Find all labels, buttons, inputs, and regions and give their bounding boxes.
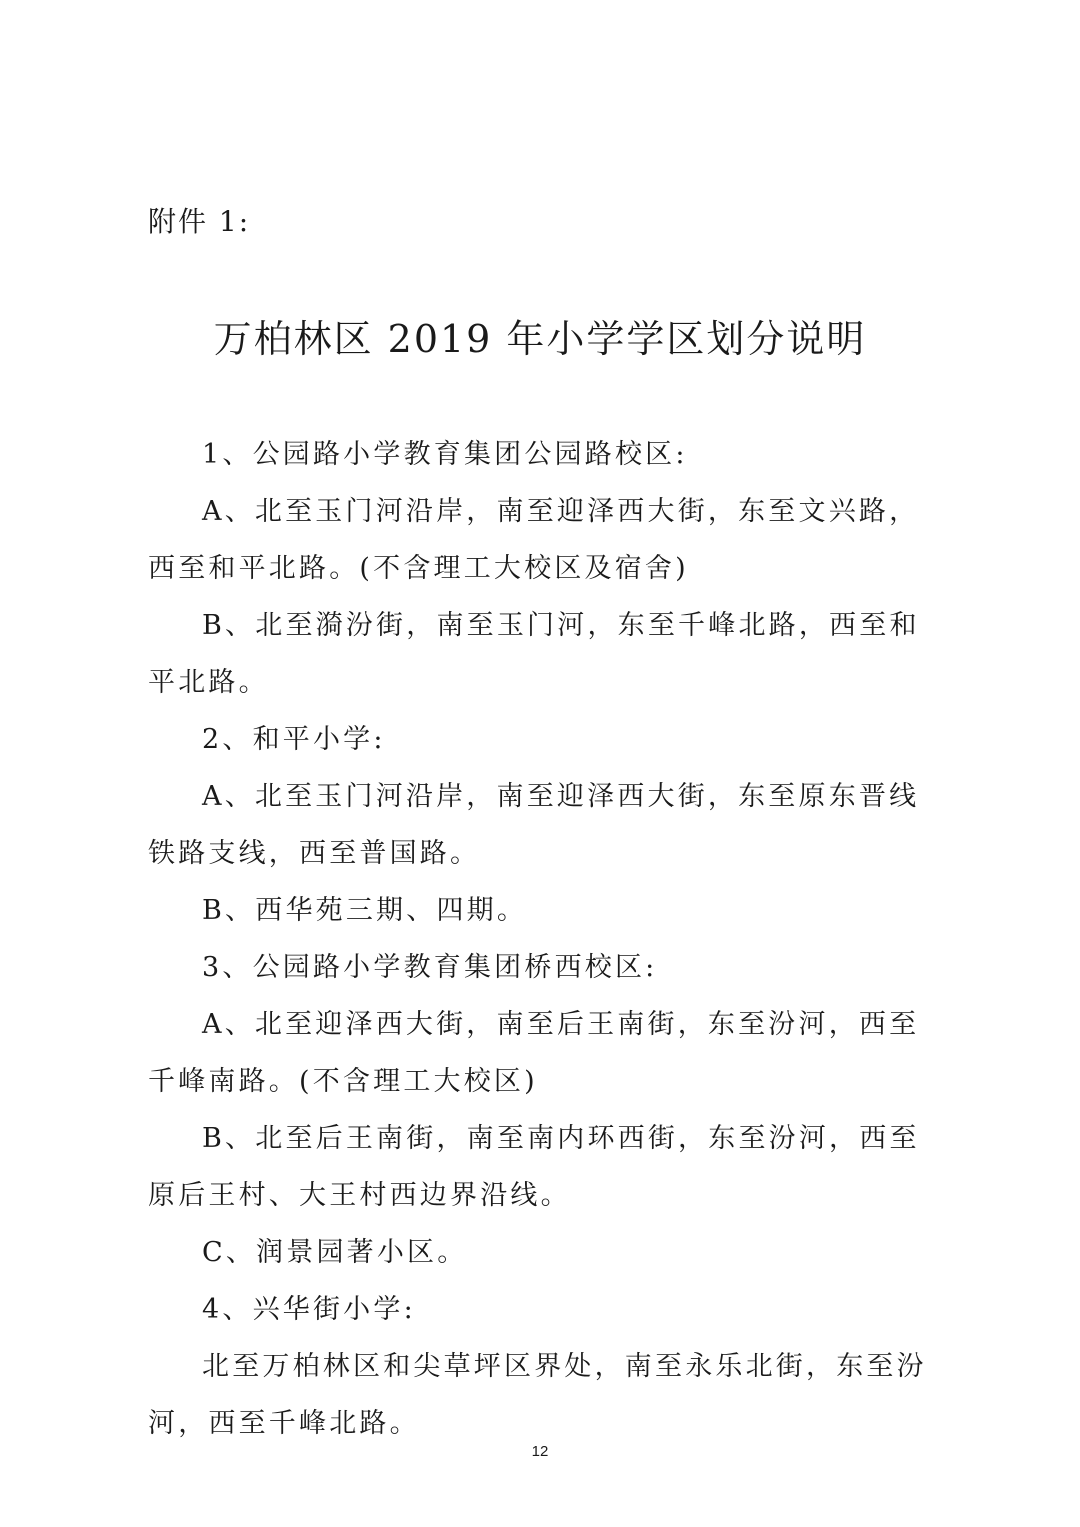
attachment-label: 附件 1: bbox=[148, 205, 251, 238]
section-heading-2: 2、和平小学: bbox=[202, 724, 386, 755]
section-heading-1: 1、公园路小学教育集团公园路校区: bbox=[202, 439, 688, 470]
section-heading-4: 4、兴华街小学: bbox=[202, 1294, 416, 1325]
paragraph-4: 北至万柏林区和尖草坪区界处，南至永乐北街，东至汾河，西至千峰北路。 bbox=[148, 1351, 927, 1439]
page-number: 12 bbox=[531, 1443, 549, 1460]
paragraph-3c: C、润景园著小区。 bbox=[202, 1237, 468, 1268]
paragraph-1b: B、北至漪汾街，南至玉门河，东至千峰北路，西至和平北路。 bbox=[148, 610, 920, 698]
paragraph-2b: B、西华苑三期、四期。 bbox=[202, 895, 528, 926]
paragraph-3a: A、北至迎泽西大街，南至后王南街，东至汾河，西至千峰南路。(不含理工大校区) bbox=[148, 1009, 920, 1097]
paragraph-1a: A、北至玉门河沿岸，南至迎泽西大街，东至文兴路，西至和平北路。(不含理工大校区及宿舍) bbox=[148, 496, 920, 584]
paragraph-2a: A、北至玉门河沿岸，南至迎泽西大街，东至原东晋线铁路支线，西至普国路。 bbox=[148, 781, 920, 869]
paragraph-3b: B、北至后王南街，南至南内环西街，东至汾河，西至原后王村、大王村西边界沿线。 bbox=[148, 1123, 920, 1211]
document-body bbox=[148, 426, 948, 1452]
page-title: 万柏林区 2019 年小学学区划分说明 bbox=[213, 317, 867, 361]
section-heading-3: 3、公园路小学教育集团桥西校区: bbox=[202, 952, 658, 983]
